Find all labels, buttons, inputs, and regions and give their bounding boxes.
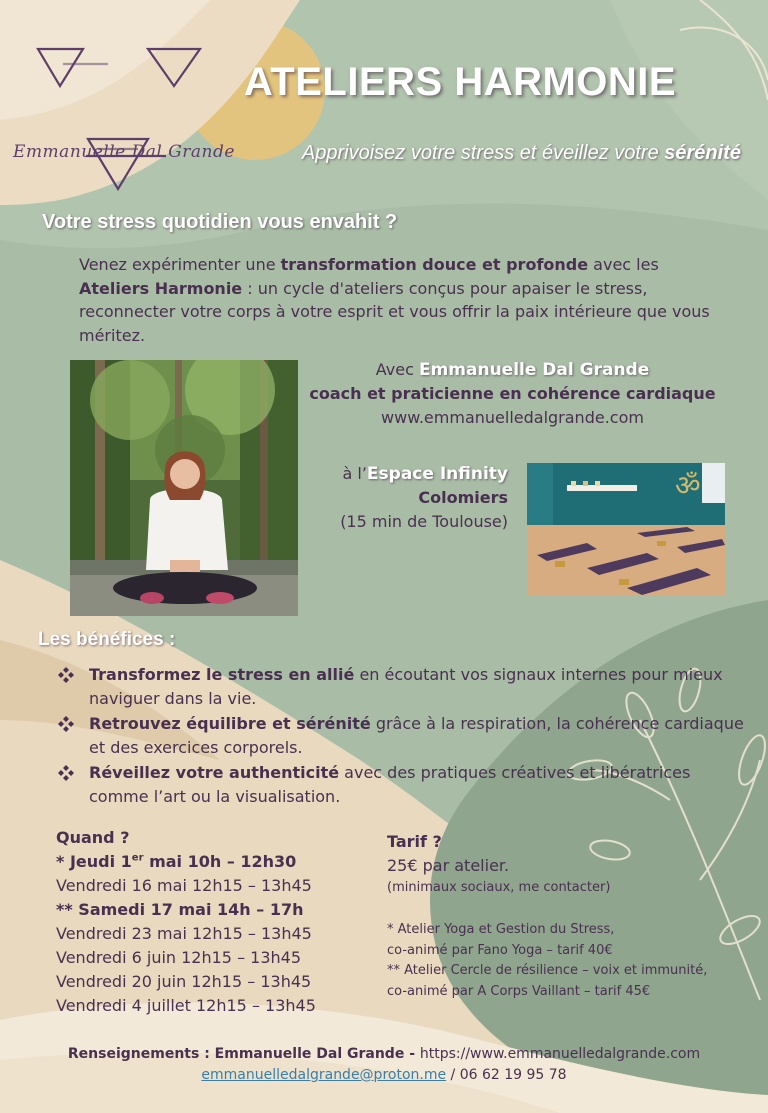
pricing-extra-line: co-animé par Fano Yoga – tarif 40€ [387, 942, 613, 958]
pricing-extra-line: * Atelier Yoga et Gestion du Stress, [387, 922, 615, 937]
venue-photo [527, 463, 725, 595]
subtitle-emphasis: sérénité [664, 142, 741, 164]
stress-heading: Votre stress quotidien vous envahit ? [42, 211, 398, 233]
pricing-heading: Tarif ? [387, 832, 442, 851]
schedule-date-sup: er [131, 852, 144, 864]
schedule-date: Vendredi 16 mai 12h15 – 13h45 [56, 876, 312, 895]
list-item [58, 712, 748, 760]
pricing-note: (minimaux sociaux, me contacter) [387, 880, 611, 895]
intro-text-3: : un cycle d'ateliers conçus pour apaiser le stress, reconnecter votre corps à votre esprit et vous offrir la paix intérieure que vous méritez. [79, 278, 710, 345]
coach-name-line [300, 358, 725, 382]
logo-text: Emmanuelle Dal Grande [13, 142, 235, 162]
benefit-text: en écoutant vos signaux internes pour mieux naviguer dans la vie. [89, 665, 723, 708]
benefits-heading: Les bénéfices : [38, 629, 176, 650]
venue-name: Espace Infinity [366, 464, 508, 484]
venue-prefix: à l’ [342, 464, 367, 483]
venue-city: Colomiers [418, 488, 508, 507]
coach-info [300, 358, 725, 430]
contact-info [20, 1044, 748, 1086]
pricing-extras [387, 920, 757, 1002]
pricing-price: 25€ par atelier. [387, 856, 510, 875]
intro-paragraph [79, 253, 719, 347]
benefits-list [58, 663, 748, 810]
coach-prefix: Avec [375, 360, 419, 379]
svg-text:ॐ: ॐ [675, 469, 701, 502]
benefit-title: Réveillez votre authenticité [89, 763, 340, 782]
intro-bold-2: Ateliers Harmonie [79, 278, 243, 298]
coach-name: Emmanuelle Dal Grande [418, 360, 650, 380]
list-item [58, 761, 748, 809]
schedule-date-part: mai 10h – 12h30 [143, 852, 297, 871]
coach-photo [70, 360, 298, 616]
diamond-bullet-icon [58, 765, 74, 781]
pricing-extra-line: co-animé par A Corps Vaillant – tarif 45€ [387, 983, 651, 999]
schedule-date-part: * Jeudi 1 [56, 852, 132, 871]
diamond-bullet-icon [58, 716, 74, 732]
pricing [387, 830, 757, 1002]
coach-role: coach et praticienne en cohérence cardiaque [309, 384, 716, 403]
contact-line-2 [20, 1065, 748, 1086]
schedule-date [56, 850, 376, 874]
schedule-date: Vendredi 6 juin 12h15 – 13h45 [56, 948, 302, 967]
schedule-date: Vendredi 20 juin 12h15 – 13h45 [56, 972, 312, 991]
page-title: ATELIERS HARMONIE [243, 60, 677, 104]
pricing-extra-line: ** Atelier Cercle de résilience – voix et immunité, [387, 963, 708, 978]
list-item [58, 663, 748, 711]
schedule-date: Vendredi 4 juillet 12h15 – 13h45 [56, 996, 316, 1015]
intro-text-1: Venez expérimenter une [79, 255, 281, 274]
contact-website-link[interactable]: https://www.emmanuelledalgrande.com [419, 1046, 701, 1062]
schedule-heading: Quand ? [56, 828, 130, 847]
benefit-title: Retrouvez équilibre et sérénité [89, 714, 371, 733]
subtitle [196, 142, 741, 165]
diamond-bullet-icon [58, 667, 74, 683]
benefit-text: grâce à la respiration, la cohérence cardiaque et des exercices corporels. [89, 714, 744, 757]
venue-info [300, 462, 508, 534]
contact-phone: / 06 62 19 95 78 [446, 1067, 567, 1083]
contact-email-link[interactable]: emmanuelledalgrande@proton.me [201, 1067, 447, 1083]
schedule [56, 826, 376, 1018]
venue-name-line [300, 462, 508, 486]
contact-label: Renseignements : Emmanuelle Dal Grande - [67, 1046, 420, 1062]
schedule-date: Vendredi 23 mai 12h15 – 13h45 [56, 924, 312, 943]
subtitle-text: Apprivoisez votre stress et éveillez votre [301, 142, 665, 164]
benefit-text: avec des pratiques créatives et libératrices comme l’art ou la visualisation. [89, 763, 691, 806]
intro-text-2: avec les [588, 255, 659, 274]
contact-line-1 [20, 1044, 748, 1065]
intro-bold-1: transformation douce et profonde [280, 255, 589, 274]
coach-website-link[interactable]: www.emmanuelledalgrande.com [381, 408, 644, 427]
schedule-date: ** Samedi 17 mai 14h – 17h [56, 900, 304, 919]
venue-distance: (15 min de Toulouse) [340, 512, 508, 531]
benefit-title: Transformez le stress en allié [89, 665, 355, 684]
